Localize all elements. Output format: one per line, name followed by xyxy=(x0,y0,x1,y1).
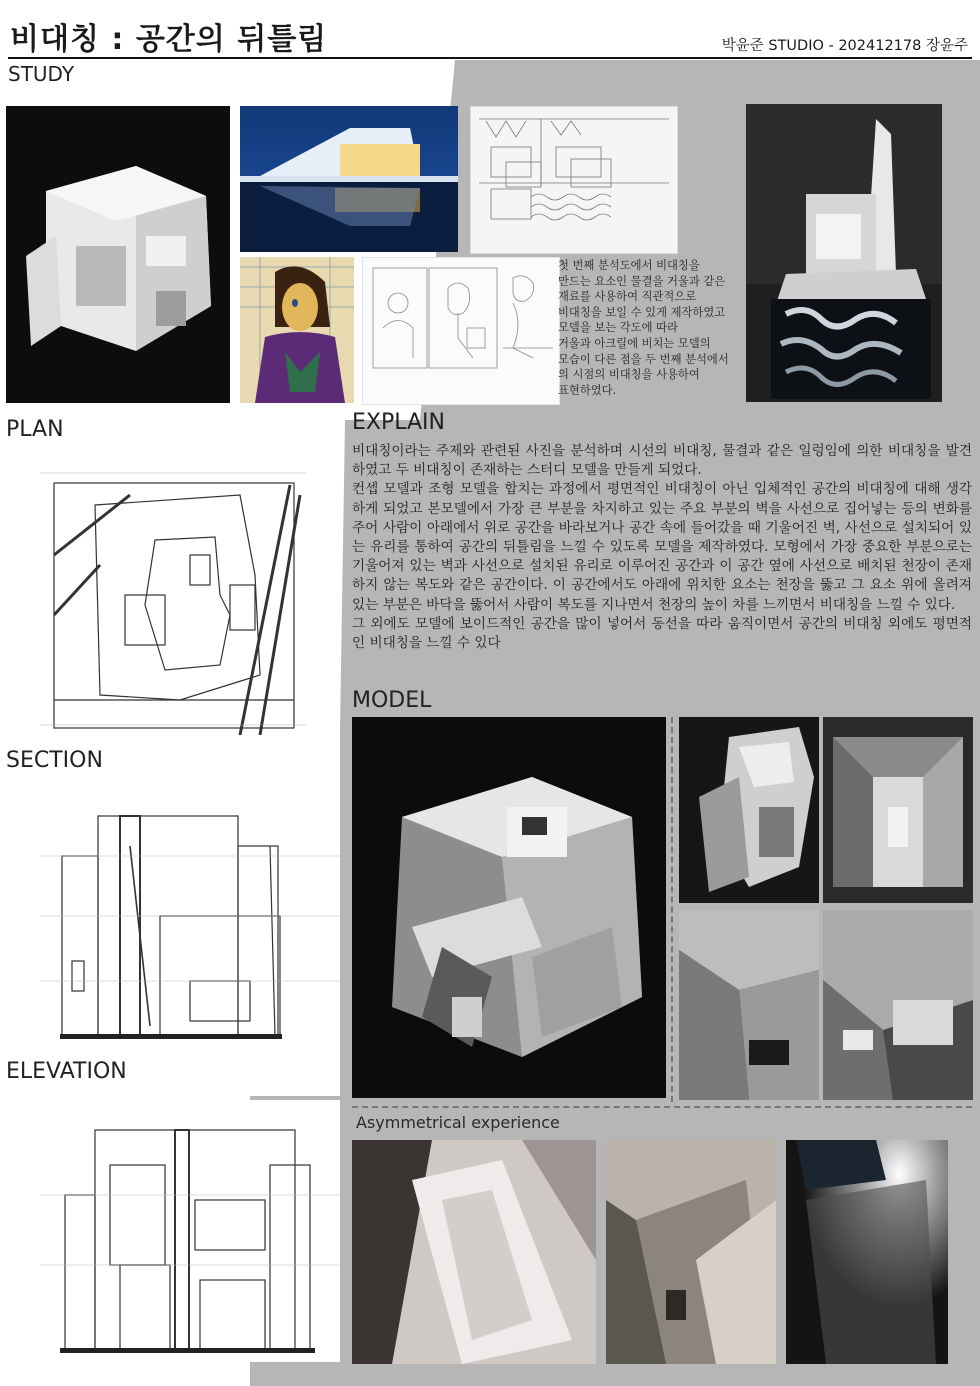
model-divider xyxy=(671,717,673,1102)
study-note-line: 의 시점의 비대칭을 사용하여 xyxy=(558,368,700,382)
header-rule xyxy=(8,57,972,59)
elevation-drawing xyxy=(40,1100,340,1362)
study-note-line: 만드는 요소인 물결을 거울과 같은 xyxy=(558,274,726,288)
page-title: 비대칭 : 공간의 뒤틀림 xyxy=(10,22,328,57)
explain-text xyxy=(352,442,972,653)
explain-paragraph: 그 외에도 모델에 보이드적인 공간을 많이 넣어서 동선을 따라 움직이면서 공간의 비대칭 외에도 평면적인 비대칭을 느낄 수 있다 xyxy=(352,615,972,652)
analysis-sketch xyxy=(470,106,678,254)
picasso-portrait xyxy=(240,257,354,403)
experience-photo-3 xyxy=(786,1140,948,1364)
main-model-photo xyxy=(352,717,666,1098)
model-detail-1 xyxy=(679,717,819,903)
study-note-line: 재료를 사용하여 직관적으로 xyxy=(558,290,697,304)
study-note-line: 거울과 아크릴에 비치는 모델의 xyxy=(558,336,711,350)
experience-photo-2 xyxy=(606,1140,776,1364)
study-note-line: 첫 번째 분석도에서 비대칭을 xyxy=(558,259,700,272)
opera-house-photo xyxy=(240,106,458,252)
asymmetrical-heading: Asymmetrical experience xyxy=(356,1113,560,1132)
section-drawing xyxy=(40,786,340,1048)
explain-paragraph: 비대칭이라는 주제와 관련된 사진을 분석하며 시선의 비대칭, 물결과 같은 일렁임에 의한 비대칭을 발견하였고 두 비대칭이 존재하는 스터디 모델을 만들게 되었다. xyxy=(352,443,972,479)
study-note-line: 비대칭을 보일 수 있게 제작하였고 xyxy=(558,305,726,319)
study-model-photo xyxy=(6,106,230,403)
study-heading: STUDY xyxy=(8,62,75,86)
experience-photo-1 xyxy=(352,1140,596,1364)
study-note xyxy=(558,258,748,398)
elevation-heading: ELEVATION xyxy=(6,1059,127,1084)
study-note-line: 모델을 보는 각도에 따라 xyxy=(558,321,678,335)
studio-label: 박윤준 STUDIO - 202412178 장윤주 xyxy=(721,38,968,54)
experience-divider xyxy=(352,1106,972,1108)
figure-sketches xyxy=(362,257,560,405)
study-note-line: 모습이 다른 점을 두 번째 분석에서 xyxy=(558,352,729,366)
model-detail-2 xyxy=(823,717,973,903)
mirror-model-photo xyxy=(746,104,942,402)
section-heading: SECTION xyxy=(6,748,103,773)
model-detail-4 xyxy=(823,910,973,1100)
model-heading: MODEL xyxy=(352,688,432,713)
plan-drawing xyxy=(40,455,306,735)
model-detail-3 xyxy=(679,910,819,1100)
plan-heading: PLAN xyxy=(6,417,64,442)
study-note-line: 표현하였다. xyxy=(558,383,617,397)
explain-heading: EXPLAIN xyxy=(352,410,445,435)
explain-paragraph: 컨셉 모델과 조형 모델을 합치는 과정에서 평면적인 비대칭이 아닌 입체적인 공간의 비대칭에 대해 생각하게 되었고 본모델에서 가장 큰 부분을 차지하고 있는 주요 부분의 벽을 사선으로 집어넣는 등의 변화를 주어 사람이 아래에서 위로 공간을 바라보거나 공간 속에 들어갔을 때 기울어진 벽, 사선으로 설치되어 있는 유리를 통하여 공간의 뒤틀림을 느낄 수 있도록 모델을 제작하였다. 모형에서 가장 중요한 부분으로는 기울어져 있는 벽과 사선으로 설치된 유리로 이루어진 공간과 이 공간 옆에 사선으로 배치된 천장이 존재하지 않는 복도와 같은 공간이다. 이 공간에서도 아래에 위치한 요소는 천장을 뚫고 그 요소 위에 올려져 있는 부분은 바닥을 뚫어서 사람이 복도를 지나면서 천장의 높이 차를 느끼면서 비대칭을 느낄 수 있다. xyxy=(352,481,972,613)
